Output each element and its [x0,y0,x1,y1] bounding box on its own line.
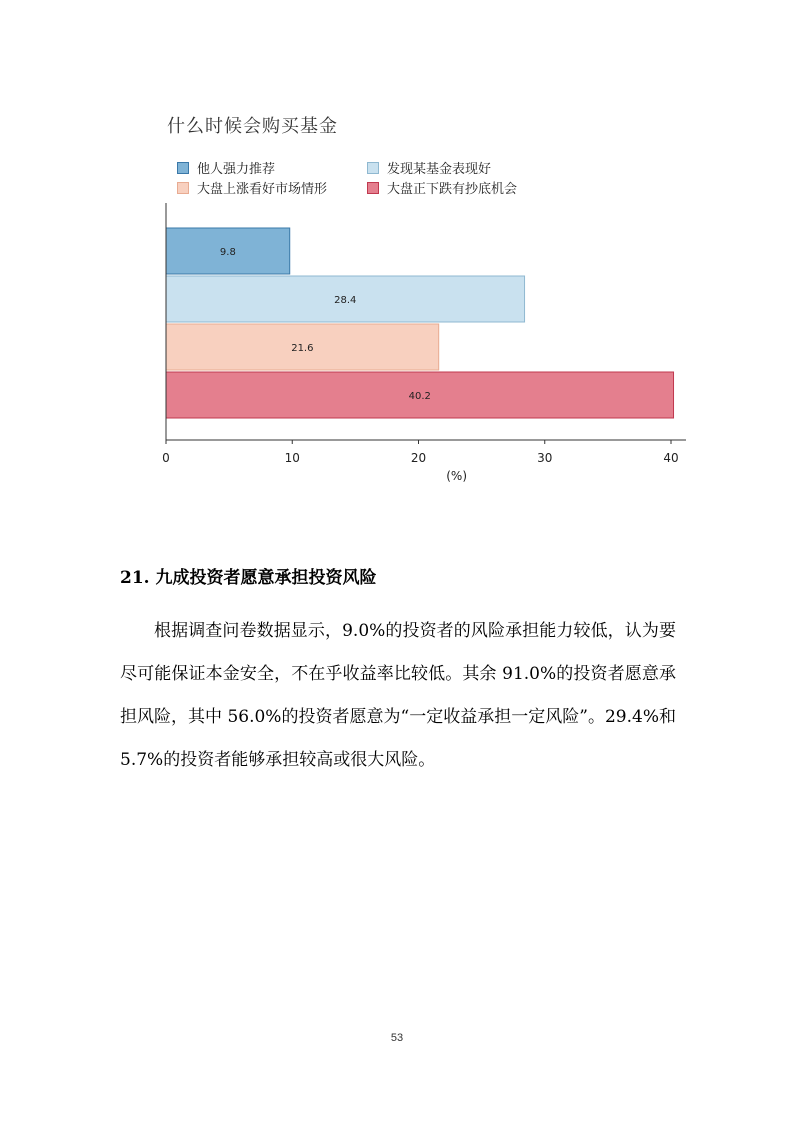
bar-value-label-3: 21.6 [291,343,314,354]
x-tick-label-2: 10 [284,451,300,465]
legend-label-1: 他人强力推荐 [197,162,276,177]
bar-value-label-1: 9.8 [219,247,236,258]
chart-title: 什么时候会购买基金 [167,116,338,137]
legend-item-4 [367,178,517,197]
bar-value-label-4: 40.2 [408,391,431,402]
legend-label-3: 大盘上涨看好市场情形 [197,182,328,197]
legend-item-3 [177,178,327,197]
body-paragraph: 根据调查问卷数据显示，9.0%的投资者的风险承担能力较低，认为要尽可能保证本金安全，不在乎收益率比较低。其余 91.0%的投资者愿意承担风险，其中 56.0%的投资者愿意为“一定收益承担一定风险”。29.4%和 5.7%的投资者能够承担较高或很大风险。 [120,621,676,770]
x-tick-label-4: 30 [537,451,553,465]
x-tick-label-5: 40 [663,451,679,465]
x-axis-label: (%) [446,469,468,483]
legend-item-2 [367,158,491,177]
legend-swatch-3 [177,182,189,194]
bar-value-label-2: 28.4 [334,295,357,306]
legend-swatch-1 [177,162,189,174]
legend-swatch-2 [367,162,379,174]
legend-item-1 [177,158,275,177]
x-tick-label-3: 20 [410,451,427,465]
x-tick-label-1: 0 [162,451,170,465]
chart [150,100,710,500]
page-number: 53 [390,1032,404,1044]
legend-swatch-4 [367,182,379,194]
legend-label-2: 发现某基金表现好 [387,162,492,177]
legend-label-4: 大盘正下跌有抄底机会 [387,182,518,197]
section-heading: 21. 九成投资者愿意承担投资风险 [120,568,377,588]
